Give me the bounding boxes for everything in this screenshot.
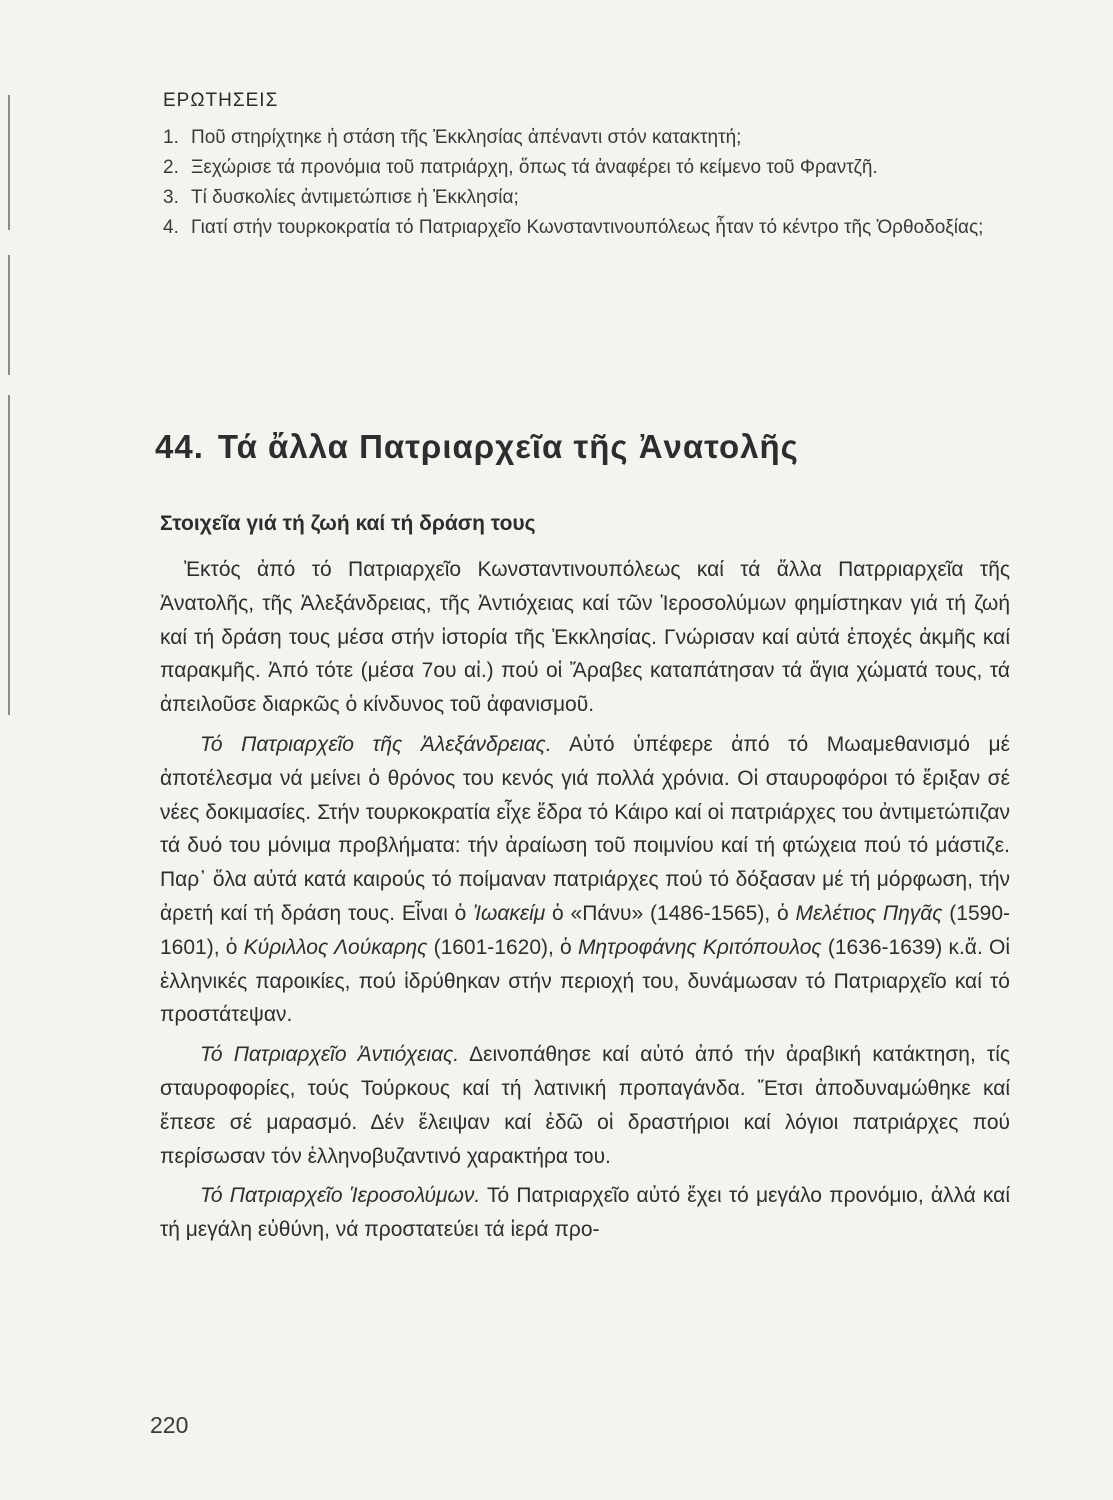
patriarch-name: Ἰωακείμ — [473, 901, 546, 925]
jerusalem-label: Τό Πατριαρχεῖο Ἱεροσολύμων. — [200, 1184, 481, 1208]
question-item — [163, 183, 1013, 213]
question-item — [163, 213, 1013, 243]
question-number: 3. — [163, 187, 179, 208]
page-number: 220 — [150, 1412, 189, 1438]
questions-list — [163, 123, 1013, 243]
questions-title: ΕΡΩΤΗΣΕΙΣ — [163, 90, 279, 111]
alexandria-label: Τό Πατριαρχεῖο τῆς Ἀλεξάνδρειας. — [200, 732, 552, 756]
patriarch-name: Κύριλλος Λούκαρης — [243, 935, 428, 959]
question-number: 1. — [163, 127, 179, 148]
question-text: Γιατί στήν τουρκοκρατία τό Πατριαρχεῖο Κωνσταντινουπόλεως ἦταν τό κέντρο τῆς Ὀρθοδοξίας; — [191, 217, 984, 238]
margin-line — [8, 255, 10, 375]
chapter-number: 44. — [155, 428, 204, 465]
patriarch-name: Μελέτιος Πηγᾶς — [795, 901, 943, 925]
section-heading: Στοιχεῖα γιά τή ζωή καί τή δράση τους — [160, 512, 536, 535]
antioch-label: Τό Πατριαρχεῖο Ἀντιόχειας. — [200, 1043, 460, 1067]
alexandria-text: (1590-1601), ὁ — [160, 901, 1011, 959]
paragraph-jerusalem — [160, 1179, 1010, 1247]
alexandria-text: ὁ «Πάνυ» (1486-1565), ὁ — [545, 901, 796, 925]
paragraph-antioch — [160, 1038, 1010, 1173]
question-text: Ποῦ στηρίχτηκε ἡ στάση τῆς Ἐκκλησίας ἀπέναντι στόν κατακτητή; — [191, 127, 742, 148]
chapter-title-text: Τά ἄλλα Πατριαρχεῖα τῆς Ἀνατολῆς — [217, 428, 799, 465]
question-text: Τί δυσκολίες ἀντιμετώπισε ἡ Ἐκκλησία; — [191, 187, 519, 208]
body-text — [160, 553, 1010, 1253]
question-item — [163, 153, 1013, 183]
jerusalem-text: Τό Πατριαρχεῖο αὐτό ἔχει τό μεγάλο προνόμιο, ἀλλά καί τή μεγάλη εὐθύνη, νά προστατεύει τά ἱερά προ- — [160, 1184, 1010, 1242]
margin-line — [8, 395, 10, 715]
paragraph-alexandria — [160, 728, 1010, 1032]
margin-line — [8, 95, 10, 230]
paragraph-intro: Ἐκτός ἀπό τό Πατριαρχεῖο Κωνσταντινουπόλεως καί τά ἄλλα Πατρριαρχεῖα τῆς Ἀνατολῆς, τῆς Ἀλεξάνδρειας, τῆς Ἀντιόχειας καί τῶν Ἱεροσολύμων φημίστηκαν γιά τή ζωή καί τή δράση τους μέσα στήν ἱστορία τῆς Ἐκκλησίας. Γνώρισαν καί αὐτά ἐποχές ἀκμῆς καί παρακμῆς. Ἀπό τότε (μέσα 7ου αἰ.) πού οἱ Ἄραβες καταπάτησαν τά ἅγια χώματά τους, τά ἀπειλοῦσε διαρκῶς ὁ κίνδυνος τοῦ ἀφανισμοῦ. — [160, 558, 1010, 717]
alexandria-text: Αὐτό ὑπέφερε ἀπό τό Μωαμεθανισμό μέ ἀποτέλεσμα νά μείνει ὁ θρόνος του κενός γιά πολλά χρόνια. Οἱ σταυροφόροι τό ἔριξαν σέ νέες δοκιμασίες. Στήν τουρκοκρατία εἶχε ἕδρα τό Κάιρο καί οἱ πατριάρχες του ἀντιμετώπιζαν τά δυό του μόνιμα προβλήματα: τήν ἀραίωση τοῦ ποιμνίου καί τή φτώχεια πού τό μάστιζε. Παρ᾿ ὅλα αὐτά κατά καιρούς τό ποίμαναν πατριάρχες πού τό δόξασαν μέ τή μόρφωση, τήν ἀρετή καί τή δράση τους. Εἶναι ὁ — [160, 732, 1010, 925]
question-number: 2. — [163, 157, 179, 178]
question-text: Ξεχώρισε τά προνόμια τοῦ πατριάρχη, ὅπως τά ἀναφέρει τό κείμενο τοῦ Φραντζῆ. — [191, 157, 878, 178]
alexandria-text: (1601-1620), ὁ — [427, 935, 578, 959]
alexandria-text: (1636-1639) κ.ἄ. Οἱ ἑλληνικές παροικίες, πού ἱδρύθηκαν στήν περιοχή του, δυνάμωσαν τό Πατριαρχεῖο καί τό προστάτεψαν. — [160, 935, 1010, 1027]
question-item — [163, 123, 1013, 153]
patriarch-name: Μητροφάνης Κριτόπουλος — [577, 935, 822, 959]
question-number: 4. — [163, 217, 179, 238]
chapter-title — [155, 428, 799, 466]
antioch-text: Δεινοπάθησε καί αὐτό ἀπό τήν ἀραβική κατάκτηση, τίς σταυροφορίες, τούς Τούρκους καί τή λατινική προπαγάνδα. Ἔτσι ἀποδυναμώθηκε καί ἔπεσε σέ μαρασμό. Δέν ἔλειψαν καί ἐδῶ οἱ δραστήριοι καί λόγιοι πατριάρχες πού περίσωσαν τόν ἑλληνοβυζαντινό χαρακτήρα του. — [160, 1043, 1010, 1168]
